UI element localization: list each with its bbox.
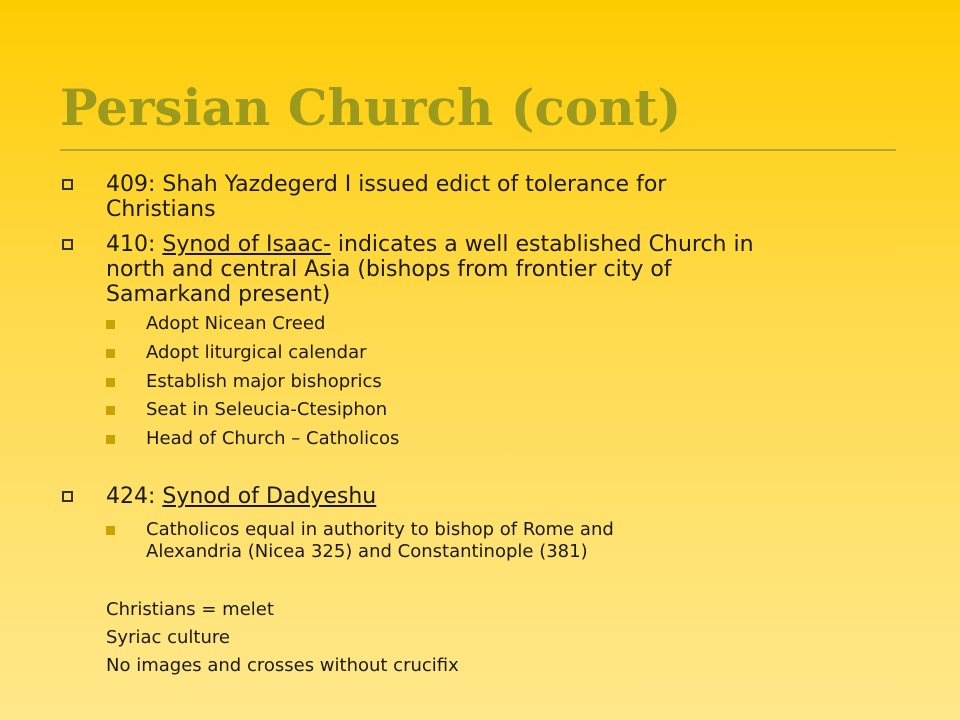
item-410-line3: Samarkand present): [106, 282, 331, 307]
sub-item-label: Seat in Seleucia-Ctesiphon: [146, 399, 388, 420]
note-line: No images and crosses without crucifix: [106, 655, 459, 676]
sub-item: [146, 428, 906, 450]
item-410-prefix: 410:: [106, 232, 163, 257]
sub-item-catholicos: [146, 519, 906, 563]
synod-of-isaac-link[interactable]: Synod of Isaac-: [162, 232, 331, 257]
square-bullet-icon: [62, 239, 73, 250]
sub-item-label: Head of Church – Catholicos: [146, 428, 400, 449]
slide-title: Persian Church (cont): [60, 78, 682, 137]
synod-of-dadyeshu-link[interactable]: Synod of Dadyeshu: [162, 484, 377, 509]
item-409-line2: Christians: [106, 197, 216, 222]
sub-item: [146, 313, 906, 335]
sub-item: [146, 371, 906, 393]
sub-item-label: Adopt Nicean Creed: [146, 313, 326, 334]
square-sub-bullet-icon: [106, 349, 115, 358]
square-sub-bullet-icon: [106, 526, 115, 535]
item-409-line1: 409: Shah Yazdegerd I issued edict of tolerance for: [106, 172, 667, 197]
square-bullet-icon: [62, 179, 73, 190]
bullet-item-409: [106, 172, 906, 222]
item-410-rest: indicates a well established Church in: [330, 232, 754, 257]
catholicos-line1: Catholicos equal in authority to bishop of Rome and: [146, 519, 614, 540]
item-410-line2: north and central Asia (bishops from frontier city of: [106, 257, 672, 282]
item-424-prefix: 424:: [106, 484, 163, 509]
sub-item-label: Establish major bishoprics: [146, 371, 382, 392]
bullet-item-424: [106, 484, 906, 509]
note-line: Syriac culture: [106, 627, 230, 648]
sub-item: [146, 399, 906, 421]
sub-item-label: Adopt liturgical calendar: [146, 342, 367, 363]
note-line: Christians = melet: [106, 599, 274, 620]
square-sub-bullet-icon: [106, 435, 115, 444]
square-sub-bullet-icon: [106, 378, 115, 387]
title-divider: [60, 149, 896, 151]
square-sub-bullet-icon: [106, 320, 115, 329]
catholicos-line2: Alexandria (Nicea 325) and Constantinople (381): [146, 541, 588, 562]
square-bullet-icon: [62, 491, 73, 502]
sub-item: [146, 342, 906, 364]
bullet-item-410: [106, 232, 906, 307]
square-sub-bullet-icon: [106, 406, 115, 415]
